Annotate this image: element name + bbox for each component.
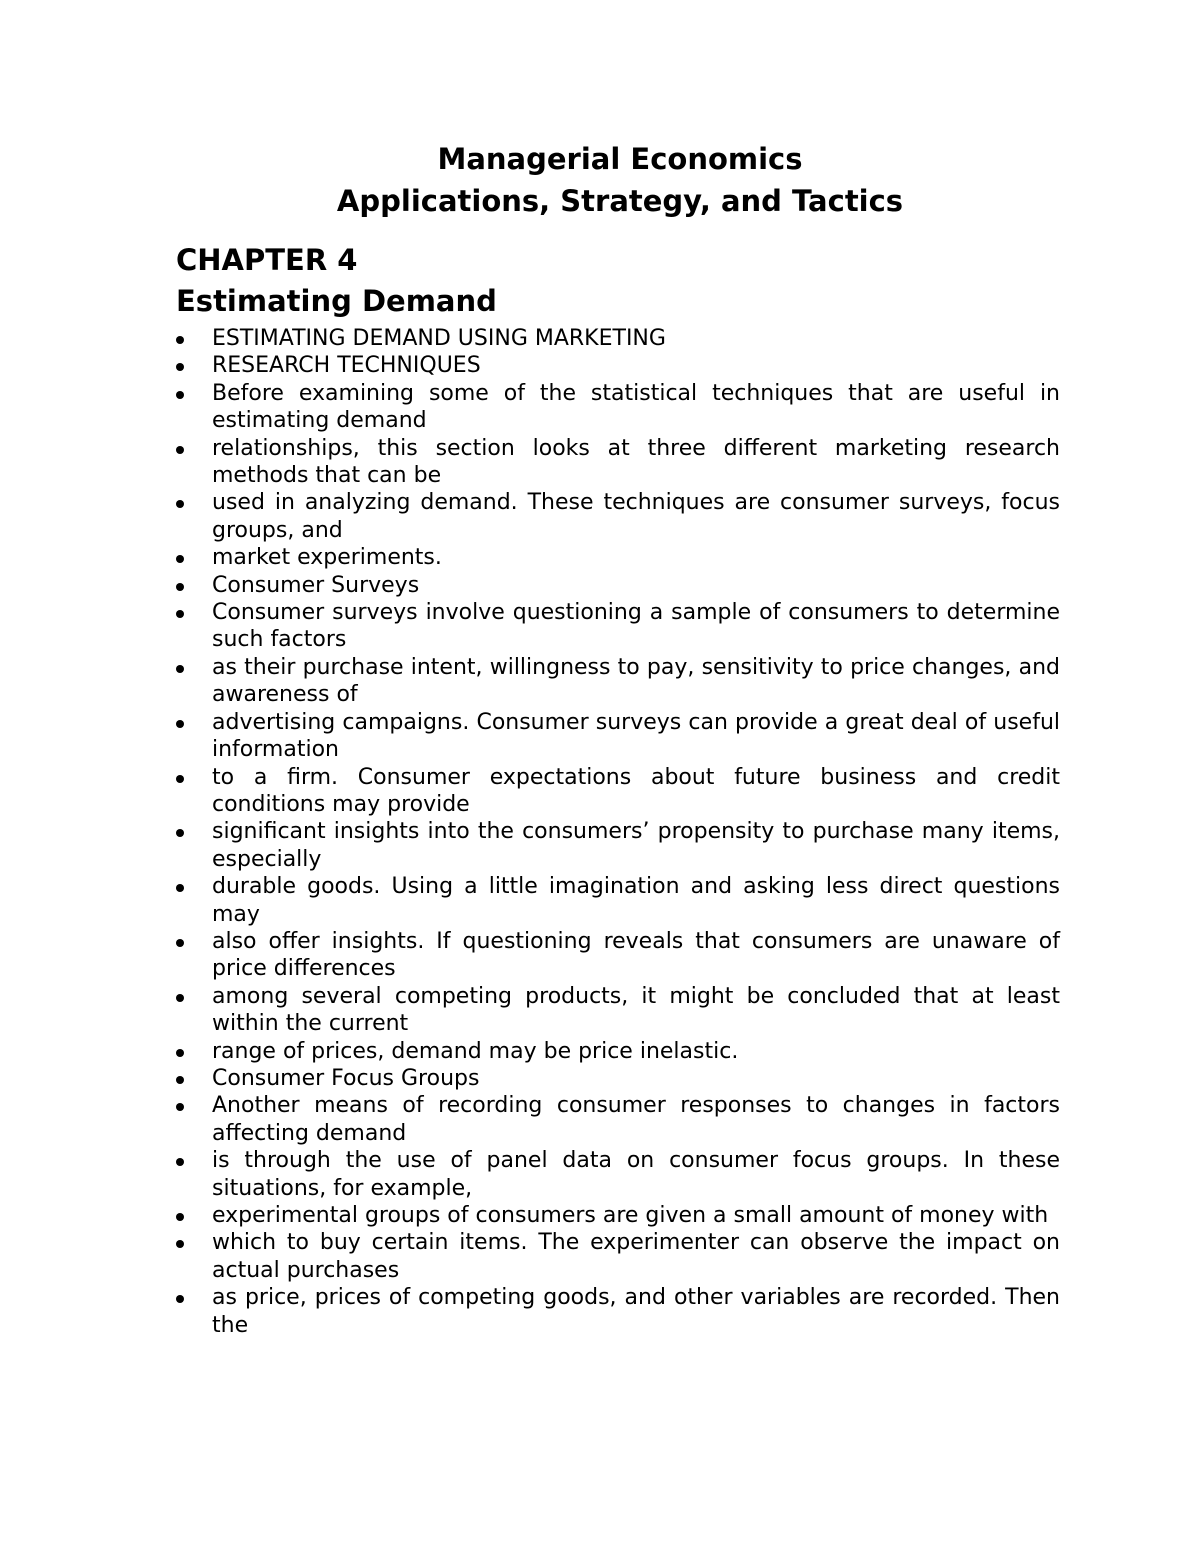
list-item xyxy=(176,325,1060,352)
list-item-text: RESEARCH TECHNIQUES xyxy=(212,353,481,379)
bullet-icon xyxy=(176,1049,184,1057)
list-item xyxy=(176,572,1060,599)
bullet-icon xyxy=(176,583,184,591)
list-item xyxy=(176,1038,1060,1065)
bullet-icon xyxy=(176,336,184,344)
bullet-icon xyxy=(176,1295,184,1303)
list-item-text: Another means of recording consumer responses to changes in factors affecting demand xyxy=(212,1093,1060,1146)
list-item xyxy=(176,544,1060,571)
bullet-icon xyxy=(176,720,184,728)
list-item xyxy=(176,1092,1060,1147)
list-item-text: experimental groups of consumers are given a small amount of money with xyxy=(212,1203,1049,1228)
list-item-text: which to buy certain items. The experimenter can observe the impact on actual purchases xyxy=(212,1230,1060,1283)
list-item xyxy=(176,873,1060,928)
list-item xyxy=(176,1065,1060,1092)
chapter-heading: CHAPTER 4 xyxy=(176,243,358,277)
list-item xyxy=(176,1202,1060,1229)
list-item-text: used in analyzing demand. These techniques are consumer surveys, focus groups, and xyxy=(212,490,1060,543)
list-item xyxy=(176,599,1060,654)
bullet-icon xyxy=(176,884,184,892)
bullet-icon xyxy=(176,1076,184,1084)
bullet-icon xyxy=(176,1213,184,1221)
list-item-text: range of prices, demand may be price inelastic. xyxy=(212,1038,739,1064)
bullet-icon xyxy=(176,363,184,371)
list-item xyxy=(176,983,1060,1038)
bullet-list xyxy=(176,325,1060,1339)
list-item xyxy=(176,489,1060,544)
list-item-text: Before examining some of the statistical techniques that are useful in estimating demand xyxy=(212,380,1060,434)
list-item-text: relationships, this section looks at three different marketing research methods that can be xyxy=(212,435,1060,489)
list-item xyxy=(176,352,1060,379)
bullet-icon xyxy=(176,829,184,837)
list-item xyxy=(176,1284,1060,1339)
list-item-text: durable goods. Using a little imagination and asking less direct questions may xyxy=(212,874,1060,927)
bullet-icon xyxy=(176,391,184,399)
bullet-icon xyxy=(176,994,184,1002)
list-item xyxy=(176,380,1060,435)
section-heading: Estimating Demand xyxy=(176,284,497,318)
list-item-text: significant insights into the consumers’ propensity to purchase many items, especially xyxy=(212,819,1060,872)
list-item xyxy=(176,928,1060,983)
list-item-text: market experiments. xyxy=(212,545,442,571)
bullet-icon xyxy=(176,446,184,454)
list-item-text: as price, prices of competing goods, and other variables are recorded. Then the xyxy=(212,1285,1060,1338)
bullet-icon xyxy=(176,1103,184,1111)
list-item-text: Consumer Focus Groups xyxy=(212,1065,480,1091)
list-item-text: advertising campaigns. Consumer surveys can provide a great deal of useful information xyxy=(212,709,1060,763)
bullet-icon xyxy=(176,500,184,508)
bullet-icon xyxy=(176,1240,184,1248)
list-item xyxy=(176,1229,1060,1284)
list-item-text: ESTIMATING DEMAND USING MARKETING xyxy=(212,326,666,351)
document-title: Managerial Economics xyxy=(437,142,803,176)
bullet-icon xyxy=(176,610,184,618)
list-item-text: as their purchase intent, willingness to pay, sensitivity to price changes, and awareness of xyxy=(212,654,1060,708)
list-item xyxy=(176,654,1060,709)
title-block xyxy=(0,138,1200,222)
list-item xyxy=(176,818,1060,873)
list-item xyxy=(176,435,1060,490)
bullet-icon xyxy=(176,775,184,783)
list-item-text: to a firm. Consumer expectations about future business and credit conditions may provide xyxy=(212,764,1060,817)
document-subtitle: Applications, Strategy, and Tactics xyxy=(336,184,904,218)
bullet-icon xyxy=(176,939,184,947)
list-item xyxy=(176,709,1060,764)
bullet-icon xyxy=(176,555,184,563)
list-item-text: is through the use of panel data on consumer focus groups. In these situations, for example, xyxy=(212,1148,1060,1201)
bullet-icon xyxy=(176,1158,184,1166)
list-item-text: Consumer Surveys xyxy=(212,572,420,598)
bullet-icon xyxy=(176,665,184,673)
list-item-text: among several competing products, it might be concluded that at least within the current xyxy=(212,983,1060,1037)
list-item xyxy=(176,1147,1060,1202)
list-item-text: Consumer surveys involve questioning a sample of consumers to determine such factors xyxy=(212,600,1060,653)
list-item xyxy=(176,764,1060,819)
list-item-text: also offer insights. If questioning reveals that consumers are unaware of price differences xyxy=(212,928,1060,982)
